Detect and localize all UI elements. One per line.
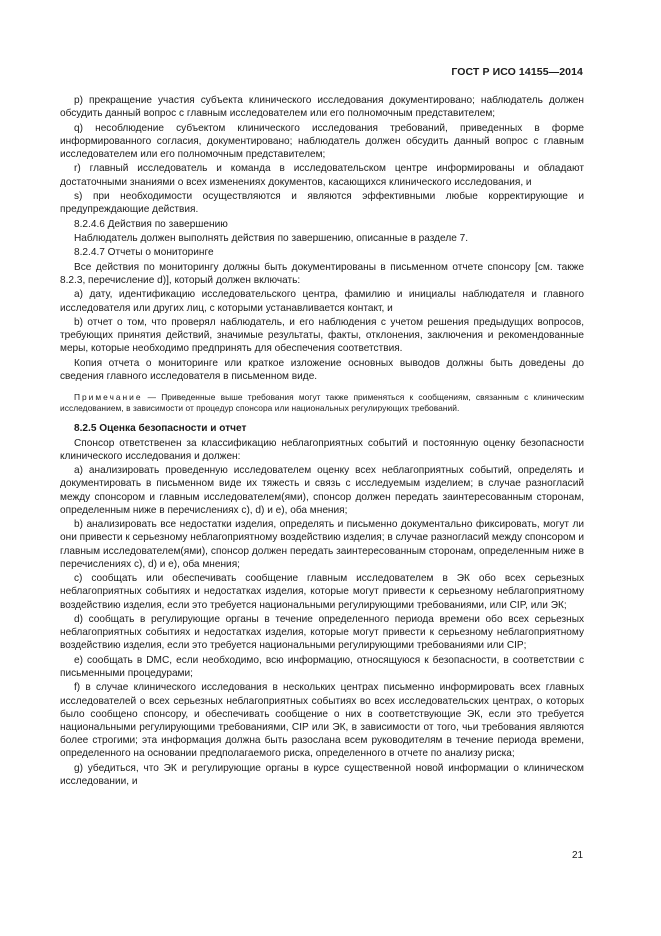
list-item-f-safety: f) в случае клинического исследования в нескольких центрах письменно информировать всех главных исследователей о всех серьезных неблагоприятных событиях во всех исследовательских центрах, о которых было сообщено спонсору, и обеспечивать сообщение о них в соответствующие ЭК, если это требуется национальными регулирующими требованиями, CIP или ЭК, в зависимости от того, чьи требования являются более строгими; эта информация должна быть разослана всем руководителям в течение периода времени, определенного на основании предполагаемого риска, определенного в отчете по анализу риска; [60,682,584,760]
note-label: Примечание [74,392,143,403]
list-item-c-safety: c) сообщать или обеспечивать сообщение главным исследователем в ЭК обо всех серьезных неблагоприятных событиях и недостатках изделия, которые могут привести к серьезному неблагоприятному воздействию изделия, если это требуется национальными регулирующими требованиями, или CIP, или ЭК; [60,573,584,611]
section-heading-8-2-4-6: 8.2.4.6 Действия по завершению [74,218,228,230]
list-item-s: s) при необходимости осуществляются и являются эффективными любые корректирующие и предупреждающие действия. [60,190,584,216]
list-item-b-monitoring: b) отчет о том, что проверял наблюдатель, и его наблюдения с учетом решения предыдущих вопросов, требующих принятия действий, значимые результаты, факты, отклонения, заключения и рекомендованные меры, которые необходимо предпринять для обеспечения соответствия. [60,316,584,355]
section-text-8-2-4-7: Все действия по мониторингу должны быть документированы в письменном отчете спонсору [см. также 8.2.3, перечисление d)], который должен включать: [60,261,584,286]
list-item-b-safety: b) анализировать все недостатки изделия, определять и письменно документально фиксировать, могут ли они привести к серьезному неблагоприятному воздействию изделия; в случае разногласий между спонсором и главным исследователем(ями), спонсор должен передать заинтересованным сторонам, определенным ниже в перечислениях c), d) и e), оба мнения; [60,519,584,570]
list-item-r: r) главный исследователь и команда в исследовательском центре информированы и обладают достаточными знаниями о всех изменениях документов, касающихся клинического исследования, и [60,163,584,188]
list-item-e-safety: e) сообщать в DMC, если необходимо, всю информацию, относящуюся к безопасности, в соответствии с письменными процедурами; [60,654,584,679]
list-item-a-monitoring: a) дату, идентификацию исследовательского центра, фамилию и инициалы наблюдателя и главного исследователя или других лиц, с которыми устанавливается контакт, и [60,289,584,314]
report-copy-text: Копия отчета о мониторинге или краткое изложение основных выводов должны быть доведены до сведения главного исследователя в письменном виде. [60,357,584,382]
list-item-q: q) несоблюдение субъектом клинического исследования требований, приведенных в форме информированного согласия, документировано; наблюдатель должен обсудить данный вопрос с главным исследователем или его полномочным представителем; [60,122,584,160]
note-text: — Приведенные выше требования могут также применяться к сообщениям, связанным с клиническим исследованием, в зависимости от процедур спонсора или национальных регулирующих требований. [60,392,584,414]
section-text-8-2-5: Спонсор ответственен за классификацию неблагоприятных событий и постоянную оценку безопасности клинического исследования и должен: [60,437,584,462]
list-item-p: p) прекращение участия субъекта клинического исследования документировано; наблюдатель должен обсудить данный вопрос с главным исследователем или его полномочным представителем; [60,95,584,120]
list-item-g-safety: g) убедиться, что ЭК и регулирующие органы в курсе существенной новой информации о клиническом исследовании, и [60,762,584,787]
section-heading-8-2-5: 8.2.5 Оценка безопасности и отчет [74,423,247,435]
section-text-8-2-4-6: Наблюдатель должен выполнять действия по завершению, описанные в разделе 7. [74,232,469,244]
document-id-header: ГОСТ Р ИСО 14155—2014 [451,66,583,78]
note-paragraph [60,392,584,414]
document-body [60,94,584,789]
list-item-a-safety: a) анализировать проведенную исследователем оценку всех неблагоприятных событий, определять и документировать в письменном виде их тяжесть и связь с исследуемым изделием; в случае разногласий между спонсором и главным исследователем(ями), спонсор должен передать заинтересованным сторонам, определенным ниже в перечислениях c), d) и e), оба мнения; [60,465,584,516]
section-heading-8-2-4-7: 8.2.4.7 Отчеты о мониторинге [74,247,214,259]
page-number: 21 [572,850,584,861]
list-item-d-safety: d) сообщать в регулирующие органы в течение определенного периода времени обо всех серьезных неблагоприятных событиях и недостатках изделия, которые могут привести к серьезному неблагоприятному воздействию изделия, если это требуется национальными регулирующими требованиями или CIP; [60,613,584,652]
